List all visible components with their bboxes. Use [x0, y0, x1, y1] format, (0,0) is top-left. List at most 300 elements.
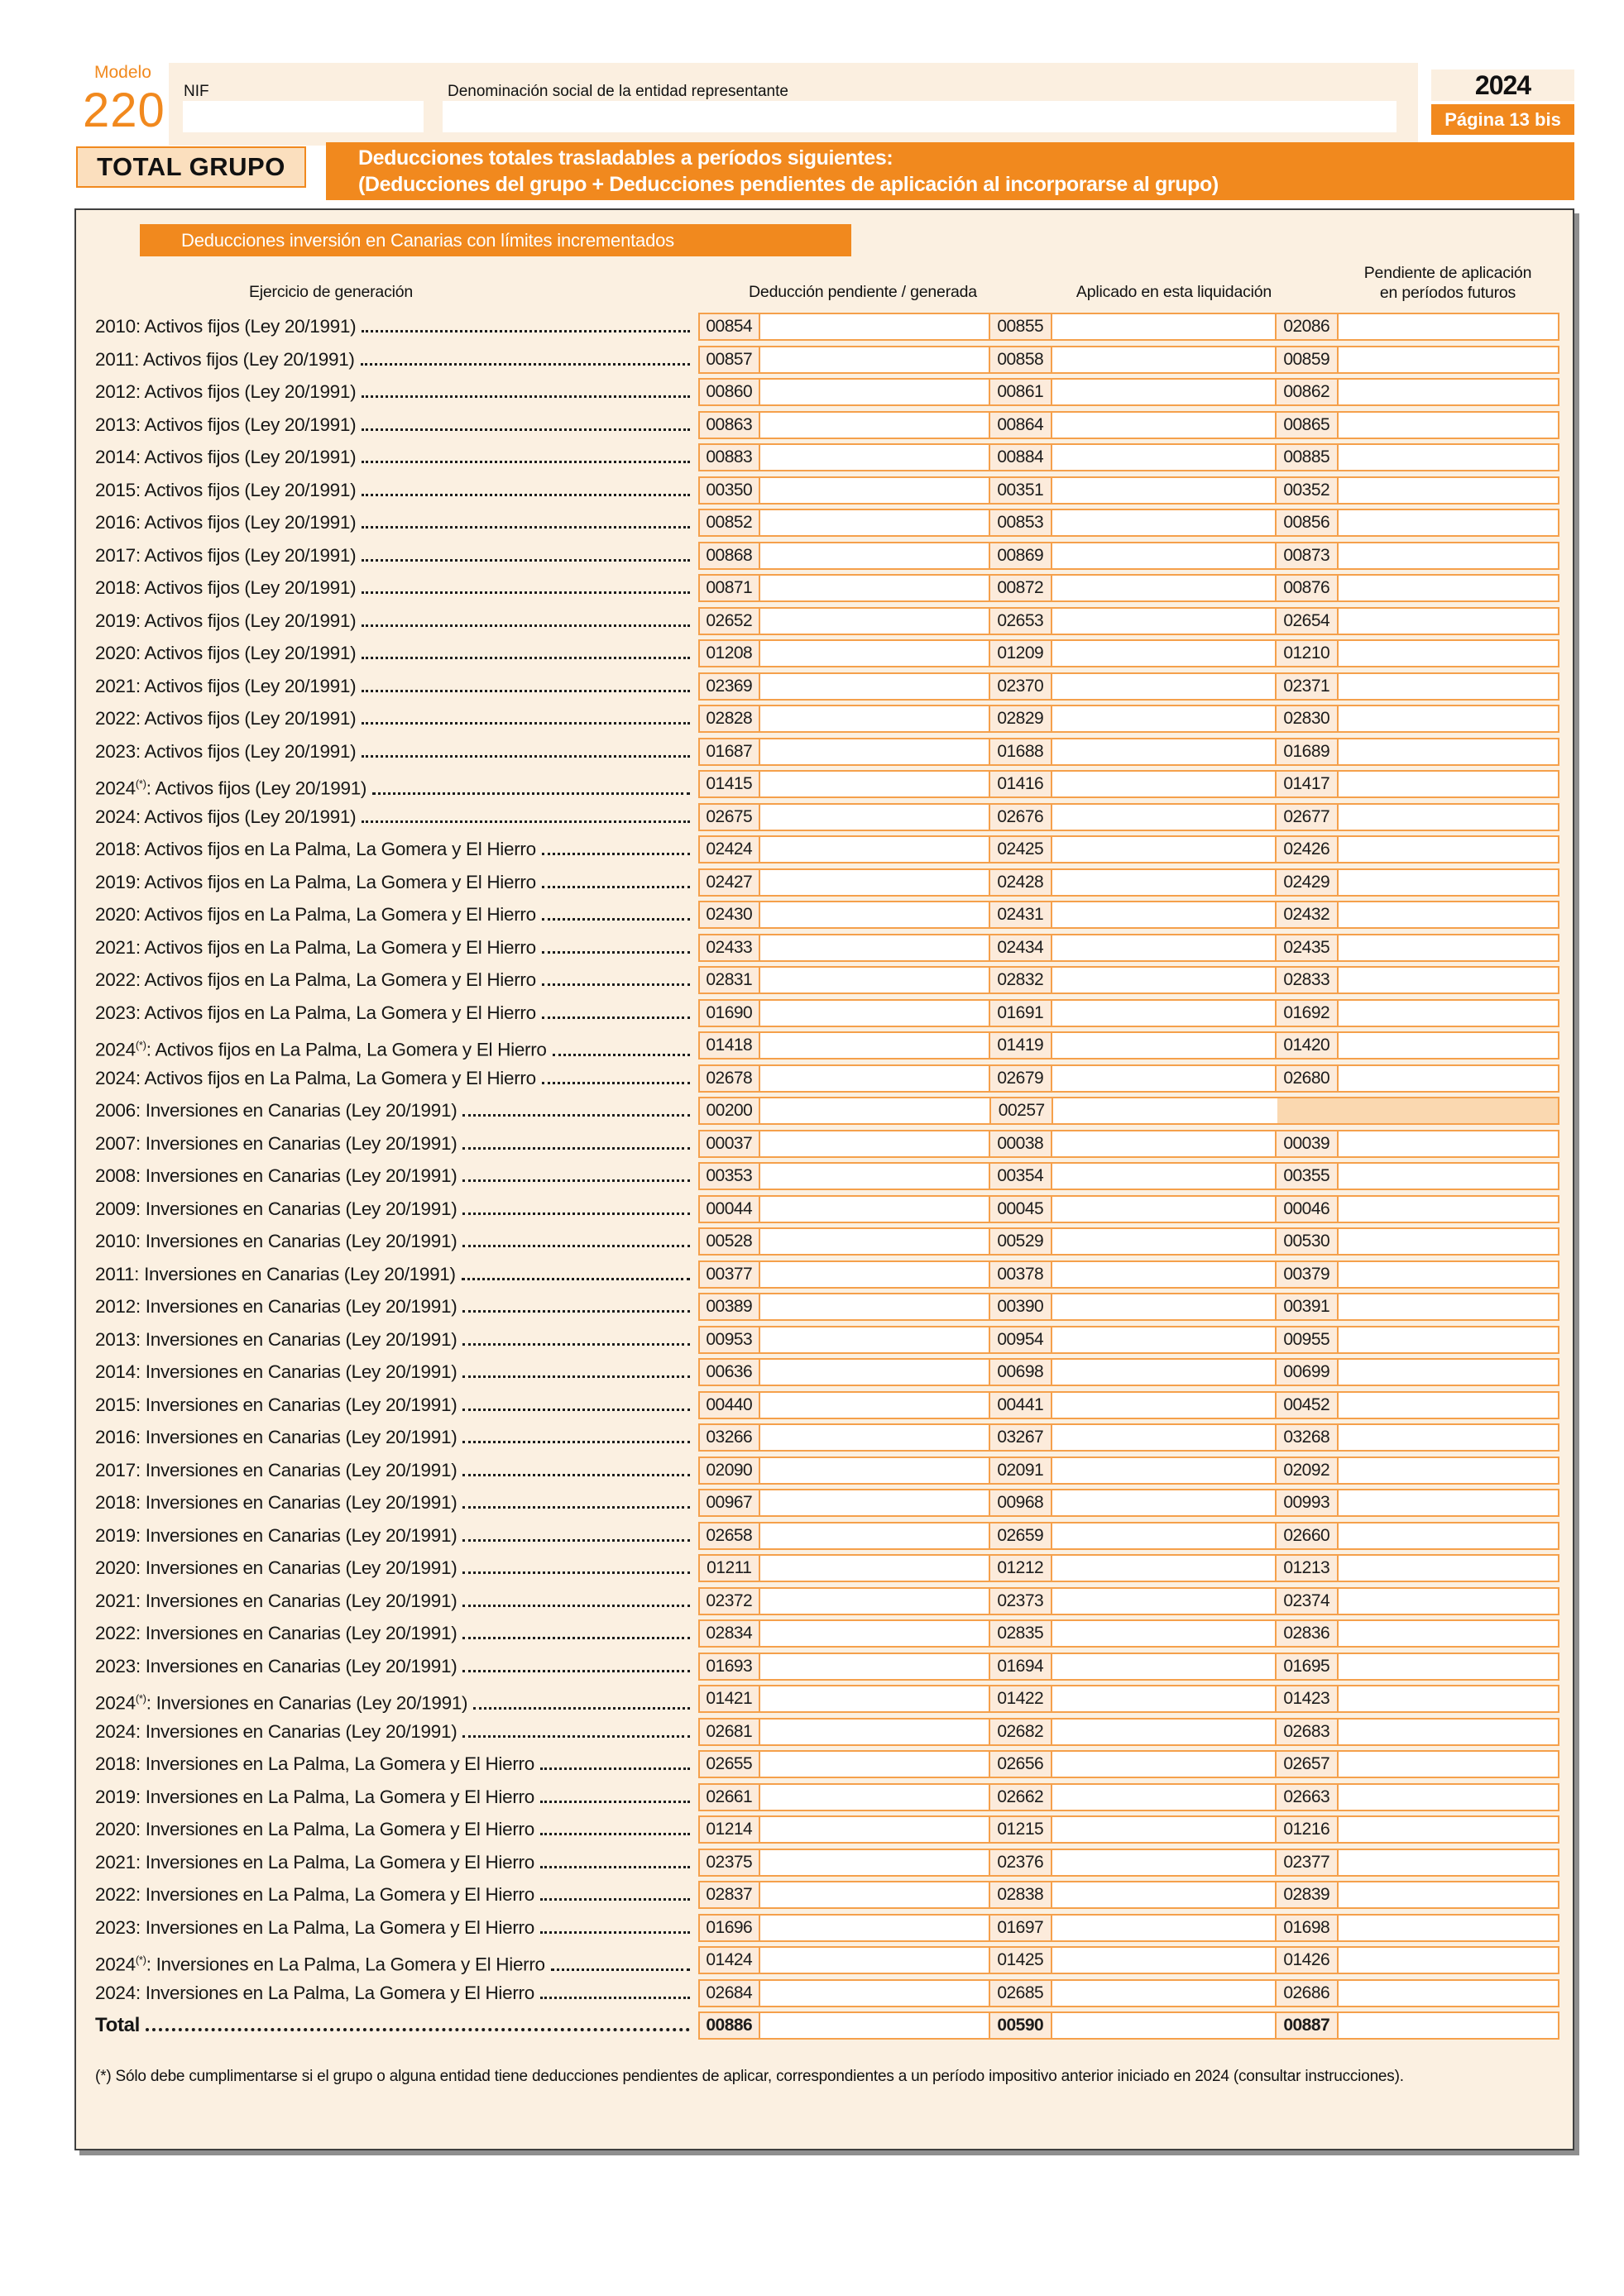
amount-input[interactable]: [1339, 1752, 1558, 1777]
row-label: [95, 476, 698, 505]
amount-input[interactable]: [1052, 1654, 1275, 1679]
dotted-leader: [540, 1931, 690, 1934]
amount-input[interactable]: [1052, 478, 1275, 503]
dotted-leader: [362, 428, 690, 431]
amount-input[interactable]: [1052, 445, 1275, 470]
amount-input[interactable]: [760, 2013, 989, 2038]
field-code: 01417: [1275, 772, 1339, 796]
field-code: 01214: [700, 1817, 760, 1842]
amount-input[interactable]: [760, 1654, 989, 1679]
amount-input[interactable]: [1339, 1360, 1558, 1385]
amount-input[interactable]: [1339, 576, 1558, 600]
amount-input[interactable]: [1339, 543, 1558, 568]
amount-input[interactable]: [1052, 805, 1275, 830]
row-cells: [698, 542, 1559, 570]
amount-input[interactable]: [1052, 1981, 1275, 2006]
row-label: [95, 1815, 698, 1844]
amount-input[interactable]: [760, 772, 989, 796]
amount-input[interactable]: [1339, 674, 1558, 699]
row-cells: [698, 1195, 1559, 1223]
table-row: [95, 999, 1559, 1027]
field-code: 01687: [700, 739, 760, 764]
dotted-leader: [540, 1997, 690, 1999]
row-label: [95, 378, 698, 406]
table-row: [95, 835, 1559, 863]
row-label: [95, 1653, 698, 1681]
amount-input[interactable]: [760, 1948, 989, 1973]
amount-input[interactable]: [1052, 1033, 1275, 1058]
table-row: [95, 1130, 1559, 1158]
field-code: 02660: [1275, 1523, 1339, 1548]
table-row: [95, 672, 1559, 701]
table-row: [95, 574, 1559, 602]
table-row: [95, 1522, 1559, 1550]
table-row: [95, 738, 1559, 766]
field-code: 00993: [1275, 1490, 1339, 1515]
row-cells: [698, 1031, 1559, 1060]
field-code: 01416: [989, 772, 1052, 796]
field-code: 00859: [1275, 347, 1339, 372]
amount-input[interactable]: [1052, 1916, 1275, 1940]
row-cells: [698, 1162, 1559, 1190]
amount-input[interactable]: [760, 1720, 989, 1744]
amount-input[interactable]: [1052, 1589, 1275, 1614]
amount-input[interactable]: [1052, 968, 1275, 993]
dotted-leader: [462, 1637, 690, 1639]
amount-input[interactable]: [1339, 1882, 1558, 1907]
field-code: 00856: [1275, 510, 1339, 535]
field-code: 00390: [989, 1294, 1052, 1319]
amount-input[interactable]: [1339, 837, 1558, 862]
table-row: [95, 1489, 1559, 1517]
amount-input[interactable]: [1339, 1393, 1558, 1418]
amount-input[interactable]: [1339, 870, 1558, 895]
field-code: 02835: [989, 1621, 1052, 1646]
table-row: [95, 1718, 1559, 1746]
amount-input[interactable]: [1052, 413, 1275, 438]
amount-input[interactable]: [760, 1752, 989, 1777]
table-row: [95, 443, 1559, 471]
amount-input[interactable]: [1339, 510, 1558, 535]
row-label-text: 2015: Activos fijos (Ley 20/1991): [95, 479, 357, 500]
row-label-text: 2024(*): Activos fijos en La Palma, La Gomera y El Hierro: [95, 1039, 547, 1060]
amount-input[interactable]: [760, 674, 989, 699]
amount-input[interactable]: [1339, 1916, 1558, 1940]
amount-input[interactable]: [1052, 1360, 1275, 1385]
row-label: [95, 1358, 698, 1386]
amount-input[interactable]: [1339, 2013, 1558, 2038]
amount-input[interactable]: [760, 641, 989, 666]
amount-input[interactable]: [760, 1066, 989, 1091]
row-cells: [698, 934, 1559, 962]
row-label-text: 2011: Inversiones en Canarias (Ley 20/1991): [95, 1263, 456, 1284]
amount-input[interactable]: [760, 739, 989, 764]
amount-input[interactable]: [760, 1981, 989, 2006]
amount-input[interactable]: [1339, 380, 1558, 404]
row-label-text: 2019: Inversiones en Canarias (Ley 20/1991): [95, 1524, 457, 1546]
table-row: [95, 1326, 1559, 1354]
amount-input[interactable]: [1052, 1686, 1275, 1711]
amount-input[interactable]: [1052, 1458, 1275, 1483]
field-code: 00857: [700, 347, 760, 372]
field-code: 01695: [1275, 1654, 1339, 1679]
amount-input[interactable]: [760, 1916, 989, 1940]
amount-input[interactable]: [1052, 576, 1275, 600]
amount-input[interactable]: [1339, 1327, 1558, 1352]
amount-input[interactable]: [1339, 1131, 1558, 1156]
field-code: 02092: [1275, 1458, 1339, 1483]
amount-input[interactable]: [760, 576, 989, 600]
amount-input[interactable]: [760, 1131, 989, 1156]
row-label: [95, 705, 698, 733]
row-label: [95, 1031, 698, 1060]
field-code: 01697: [989, 1916, 1052, 1940]
amount-input[interactable]: [760, 1556, 989, 1581]
row-label-text: 2021: Activos fijos en La Palma, La Gomera y El Hierro: [95, 936, 536, 958]
field-code: 00377: [700, 1262, 760, 1287]
amount-input[interactable]: [760, 902, 989, 927]
amount-input[interactable]: [1339, 1262, 1558, 1287]
amount-input[interactable]: [1052, 739, 1275, 764]
amount-input[interactable]: [1052, 674, 1275, 699]
amount-input[interactable]: [760, 870, 989, 895]
field-code: 00871: [700, 576, 760, 600]
table-row: [95, 476, 1559, 505]
row-label-text: 2020: Activos fijos en La Palma, La Gomera y El Hierro: [95, 904, 536, 925]
row-label-text: 2022: Activos fijos en La Palma, La Gomera y El Hierro: [95, 969, 536, 990]
amount-input[interactable]: [1052, 543, 1275, 568]
field-code: 02090: [700, 1458, 760, 1483]
field-code: 02375: [700, 1850, 760, 1875]
field-code: 00953: [700, 1327, 760, 1352]
row-label-text: 2013: Inversiones en Canarias (Ley 20/1991): [95, 1328, 457, 1350]
row-cells: [698, 672, 1559, 701]
amount-input[interactable]: [760, 837, 989, 862]
row-cells: [698, 999, 1559, 1027]
row-cells: [698, 1881, 1559, 1909]
table-row: [95, 1881, 1559, 1909]
amount-input[interactable]: [760, 380, 989, 404]
amount-input[interactable]: [1052, 1131, 1275, 1156]
amount-input[interactable]: [1339, 478, 1558, 503]
amount-input[interactable]: [1052, 1262, 1275, 1287]
amount-input[interactable]: [1052, 1490, 1275, 1515]
row-cells: [698, 509, 1559, 537]
amount-input[interactable]: [760, 1393, 989, 1418]
amount-input[interactable]: [1052, 380, 1275, 404]
dotted-leader: [362, 591, 690, 594]
amount-input[interactable]: [1339, 1523, 1558, 1548]
table-row: [95, 1423, 1559, 1452]
dotted-leader: [462, 1441, 690, 1443]
field-code: 02370: [989, 674, 1052, 699]
amount-input[interactable]: [1339, 445, 1558, 470]
row-cells: [698, 1260, 1559, 1289]
nif-input[interactable]: [183, 101, 424, 132]
field-code: 02426: [1275, 837, 1339, 862]
dotted-leader: [540, 1833, 690, 1835]
amount-input[interactable]: [760, 805, 989, 830]
row-cells: [698, 476, 1559, 505]
field-code: 00379: [1275, 1262, 1339, 1287]
amount-input[interactable]: [1339, 1197, 1558, 1222]
amount-input[interactable]: [1339, 413, 1558, 438]
field-code: 02834: [700, 1621, 760, 1646]
amount-input[interactable]: [760, 478, 989, 503]
table-row: [95, 1195, 1559, 1223]
amount-input[interactable]: [1339, 1229, 1558, 1254]
field-code: 01216: [1275, 1817, 1339, 1842]
amount-input[interactable]: [1339, 805, 1558, 830]
row-cells: [698, 1064, 1559, 1093]
amount-input[interactable]: [760, 1001, 989, 1026]
amount-input[interactable]: [760, 706, 989, 731]
amount-input[interactable]: [1339, 1458, 1558, 1483]
amount-input[interactable]: [760, 1164, 989, 1189]
row-cells: [698, 1097, 1559, 1125]
field-code: 00389: [700, 1294, 760, 1319]
amount-input[interactable]: [1052, 706, 1275, 731]
field-code: 02677: [1275, 805, 1339, 830]
amount-input[interactable]: [1052, 1001, 1275, 1026]
amount-input[interactable]: [760, 1327, 989, 1352]
amount-input[interactable]: [1339, 902, 1558, 927]
amount-input[interactable]: [1052, 609, 1275, 634]
dotted-leader: [473, 1707, 690, 1710]
amount-input[interactable]: [1339, 1490, 1558, 1515]
amount-input[interactable]: [1339, 1785, 1558, 1810]
amount-input[interactable]: [1339, 1654, 1558, 1679]
row-label-text: Total: [95, 2014, 141, 2036]
amount-input[interactable]: [760, 1098, 989, 1123]
amount-input[interactable]: [1339, 314, 1558, 339]
amount-input[interactable]: [1339, 1589, 1558, 1614]
table-row: [95, 868, 1559, 897]
field-code: 02424: [700, 837, 760, 862]
column-header-ejercicio: Ejercicio de generación: [248, 283, 414, 301]
amount-input[interactable]: [1339, 1556, 1558, 1581]
row-cells: [698, 607, 1559, 635]
amount-input[interactable]: [1052, 1850, 1275, 1875]
amount-input[interactable]: [1052, 1425, 1275, 1450]
field-code: 01210: [1275, 641, 1339, 666]
amount-input[interactable]: [1052, 641, 1275, 666]
amount-input[interactable]: [1052, 1294, 1275, 1319]
row-label-text: 2023: Activos fijos en La Palma, La Gomera y El Hierro: [95, 1002, 536, 1023]
row-label-text: 2021: Activos fijos (Ley 20/1991): [95, 675, 357, 696]
dotted-leader: [553, 1054, 690, 1056]
field-code: 00861: [989, 380, 1052, 404]
amount-input[interactable]: [1052, 1393, 1275, 1418]
row-label-text: 2009: Inversiones en Canarias (Ley 20/1991): [95, 1198, 457, 1219]
amount-input[interactable]: [1339, 1948, 1558, 1973]
row-label-text: 2020: Inversiones en La Palma, La Gomera y El Hierro: [95, 1819, 534, 1839]
amount-input[interactable]: [760, 347, 989, 372]
field-code: 03266: [700, 1425, 760, 1450]
field-code: 01689: [1275, 739, 1339, 764]
row-label: [95, 1195, 698, 1223]
amount-input[interactable]: [760, 1197, 989, 1222]
amount-input[interactable]: [1339, 706, 1558, 731]
field-code: 00858: [989, 347, 1052, 372]
table-row: [95, 1554, 1559, 1582]
amount-input[interactable]: [1339, 1850, 1558, 1875]
row-label-text: 2019: Activos fijos (Ley 20/1991): [95, 610, 357, 631]
dotted-leader: [362, 624, 690, 627]
amount-input[interactable]: [1339, 1817, 1558, 1842]
field-code: 01215: [989, 1817, 1052, 1842]
row-label-text: 2015: Inversiones en Canarias (Ley 20/1991): [95, 1394, 457, 1415]
row-label-text: 2018: Activos fijos (Ley 20/1991): [95, 577, 357, 598]
dotted-leader: [542, 853, 690, 855]
field-code: 02425: [989, 837, 1052, 862]
amount-input[interactable]: [760, 1523, 989, 1548]
field-code: 00200: [700, 1098, 760, 1123]
modelo-label: Modelo: [94, 63, 151, 82]
amount-input[interactable]: [1052, 1720, 1275, 1744]
amount-input[interactable]: [1052, 1197, 1275, 1222]
amount-input[interactable]: [1339, 1621, 1558, 1646]
amount-input[interactable]: [1052, 510, 1275, 535]
dotted-leader: [362, 395, 690, 398]
denominacion-input[interactable]: [443, 101, 1396, 132]
amount-input[interactable]: [1339, 1294, 1558, 1319]
table-row: [95, 607, 1559, 635]
row-label-text: 2024: Activos fijos (Ley 20/1991): [95, 806, 357, 827]
amount-input[interactable]: [760, 1458, 989, 1483]
amount-input[interactable]: [1339, 1001, 1558, 1026]
amount-input[interactable]: [1052, 1882, 1275, 1907]
amount-input[interactable]: [760, 1686, 989, 1711]
row-label: [95, 1619, 698, 1648]
dotted-leader: [362, 461, 690, 463]
row-label-text: 2016: Inversiones en Canarias (Ley 20/1991): [95, 1427, 457, 1447]
amount-input[interactable]: [760, 1294, 989, 1319]
field-code: 01425: [989, 1948, 1052, 1973]
field-code: 02658: [700, 1523, 760, 1548]
row-cells: [698, 1815, 1559, 1844]
field-code: 02435: [1275, 935, 1339, 960]
amount-input[interactable]: [1052, 1556, 1275, 1581]
amount-input[interactable]: [1052, 1164, 1275, 1189]
amount-input[interactable]: [1339, 1164, 1558, 1189]
amount-input[interactable]: [1052, 1785, 1275, 1810]
amount-input[interactable]: [1052, 1621, 1275, 1646]
amount-input[interactable]: [760, 1033, 989, 1058]
amount-input[interactable]: [1052, 902, 1275, 927]
amount-input[interactable]: [760, 1785, 989, 1810]
row-cells: [698, 574, 1559, 602]
amount-input[interactable]: [1052, 772, 1275, 796]
amount-input[interactable]: [760, 1490, 989, 1515]
amount-input[interactable]: [1052, 1229, 1275, 1254]
row-cells: [698, 738, 1559, 766]
amount-input[interactable]: [1339, 1686, 1558, 1711]
amount-input[interactable]: [760, 1589, 989, 1614]
row-label: [95, 770, 698, 798]
amount-input[interactable]: [1053, 1098, 1277, 1123]
row-label: [95, 738, 698, 766]
row-label: [95, 509, 698, 537]
amount-input[interactable]: [760, 543, 989, 568]
amount-input[interactable]: [760, 413, 989, 438]
dotted-leader: [362, 820, 690, 823]
row-label: [95, 1391, 698, 1419]
field-code: 00885: [1275, 445, 1339, 470]
amount-input[interactable]: [1052, 1752, 1275, 1777]
field-code: 01690: [700, 1001, 760, 1026]
row-cells: [698, 1326, 1559, 1354]
amount-input[interactable]: [1052, 1523, 1275, 1548]
amount-input[interactable]: [760, 1425, 989, 1450]
amount-input[interactable]: [760, 1621, 989, 1646]
amount-input[interactable]: [760, 445, 989, 470]
amount-input[interactable]: [1052, 1066, 1275, 1091]
amount-input[interactable]: [1052, 837, 1275, 862]
amount-input[interactable]: [760, 935, 989, 960]
amount-input[interactable]: [1339, 935, 1558, 960]
amount-input[interactable]: [1052, 1327, 1275, 1352]
amount-input[interactable]: [760, 1850, 989, 1875]
table-row: [95, 1162, 1559, 1190]
amount-input[interactable]: [760, 510, 989, 535]
amount-input[interactable]: [1339, 609, 1558, 634]
amount-input[interactable]: [760, 1817, 989, 1842]
amount-input[interactable]: [1052, 2013, 1275, 2038]
amount-input[interactable]: [1339, 1066, 1558, 1091]
amount-input[interactable]: [1339, 772, 1558, 796]
amount-input[interactable]: [760, 1262, 989, 1287]
field-code: 00863: [700, 413, 760, 438]
dotted-leader: [462, 1474, 690, 1476]
amount-input[interactable]: [760, 609, 989, 634]
row-label: [95, 411, 698, 439]
row-cells: [698, 1750, 1559, 1778]
field-code: 01421: [700, 1686, 760, 1711]
amount-input[interactable]: [1052, 314, 1275, 339]
row-label-text: 2024: Inversiones en Canarias (Ley 20/1991): [95, 1720, 457, 1742]
amount-input[interactable]: [760, 314, 989, 339]
amount-input[interactable]: [760, 1229, 989, 1254]
amount-input[interactable]: [1339, 1033, 1558, 1058]
amount-input[interactable]: [1339, 1981, 1558, 2006]
amount-input[interactable]: [1052, 870, 1275, 895]
amount-input[interactable]: [760, 1360, 989, 1385]
amount-input[interactable]: [1052, 347, 1275, 372]
amount-input[interactable]: [760, 968, 989, 993]
field-code: 00967: [700, 1490, 760, 1515]
amount-input[interactable]: [1339, 1720, 1558, 1744]
amount-input[interactable]: [760, 1882, 989, 1907]
field-code: 01424: [700, 1948, 760, 1973]
amount-input[interactable]: [1339, 1425, 1558, 1450]
dotted-leader: [542, 1082, 690, 1084]
amount-input[interactable]: [1052, 1817, 1275, 1842]
field-code: 03268: [1275, 1425, 1339, 1450]
row-label-text: 2014: Inversiones en Canarias (Ley 20/1991): [95, 1361, 457, 1382]
field-code: 00868: [700, 543, 760, 568]
row-cells: [698, 1522, 1559, 1550]
amount-input[interactable]: [1339, 347, 1558, 372]
row-label-text: 2018: Inversiones en Canarias (Ley 20/1991): [95, 1492, 457, 1513]
amount-input[interactable]: [1052, 935, 1275, 960]
field-code: 02836: [1275, 1621, 1339, 1646]
amount-input[interactable]: [1339, 968, 1558, 993]
amount-input[interactable]: [1339, 739, 1558, 764]
amount-input[interactable]: [1339, 641, 1558, 666]
amount-input[interactable]: [1052, 1948, 1275, 1973]
row-label: [95, 1881, 698, 1909]
